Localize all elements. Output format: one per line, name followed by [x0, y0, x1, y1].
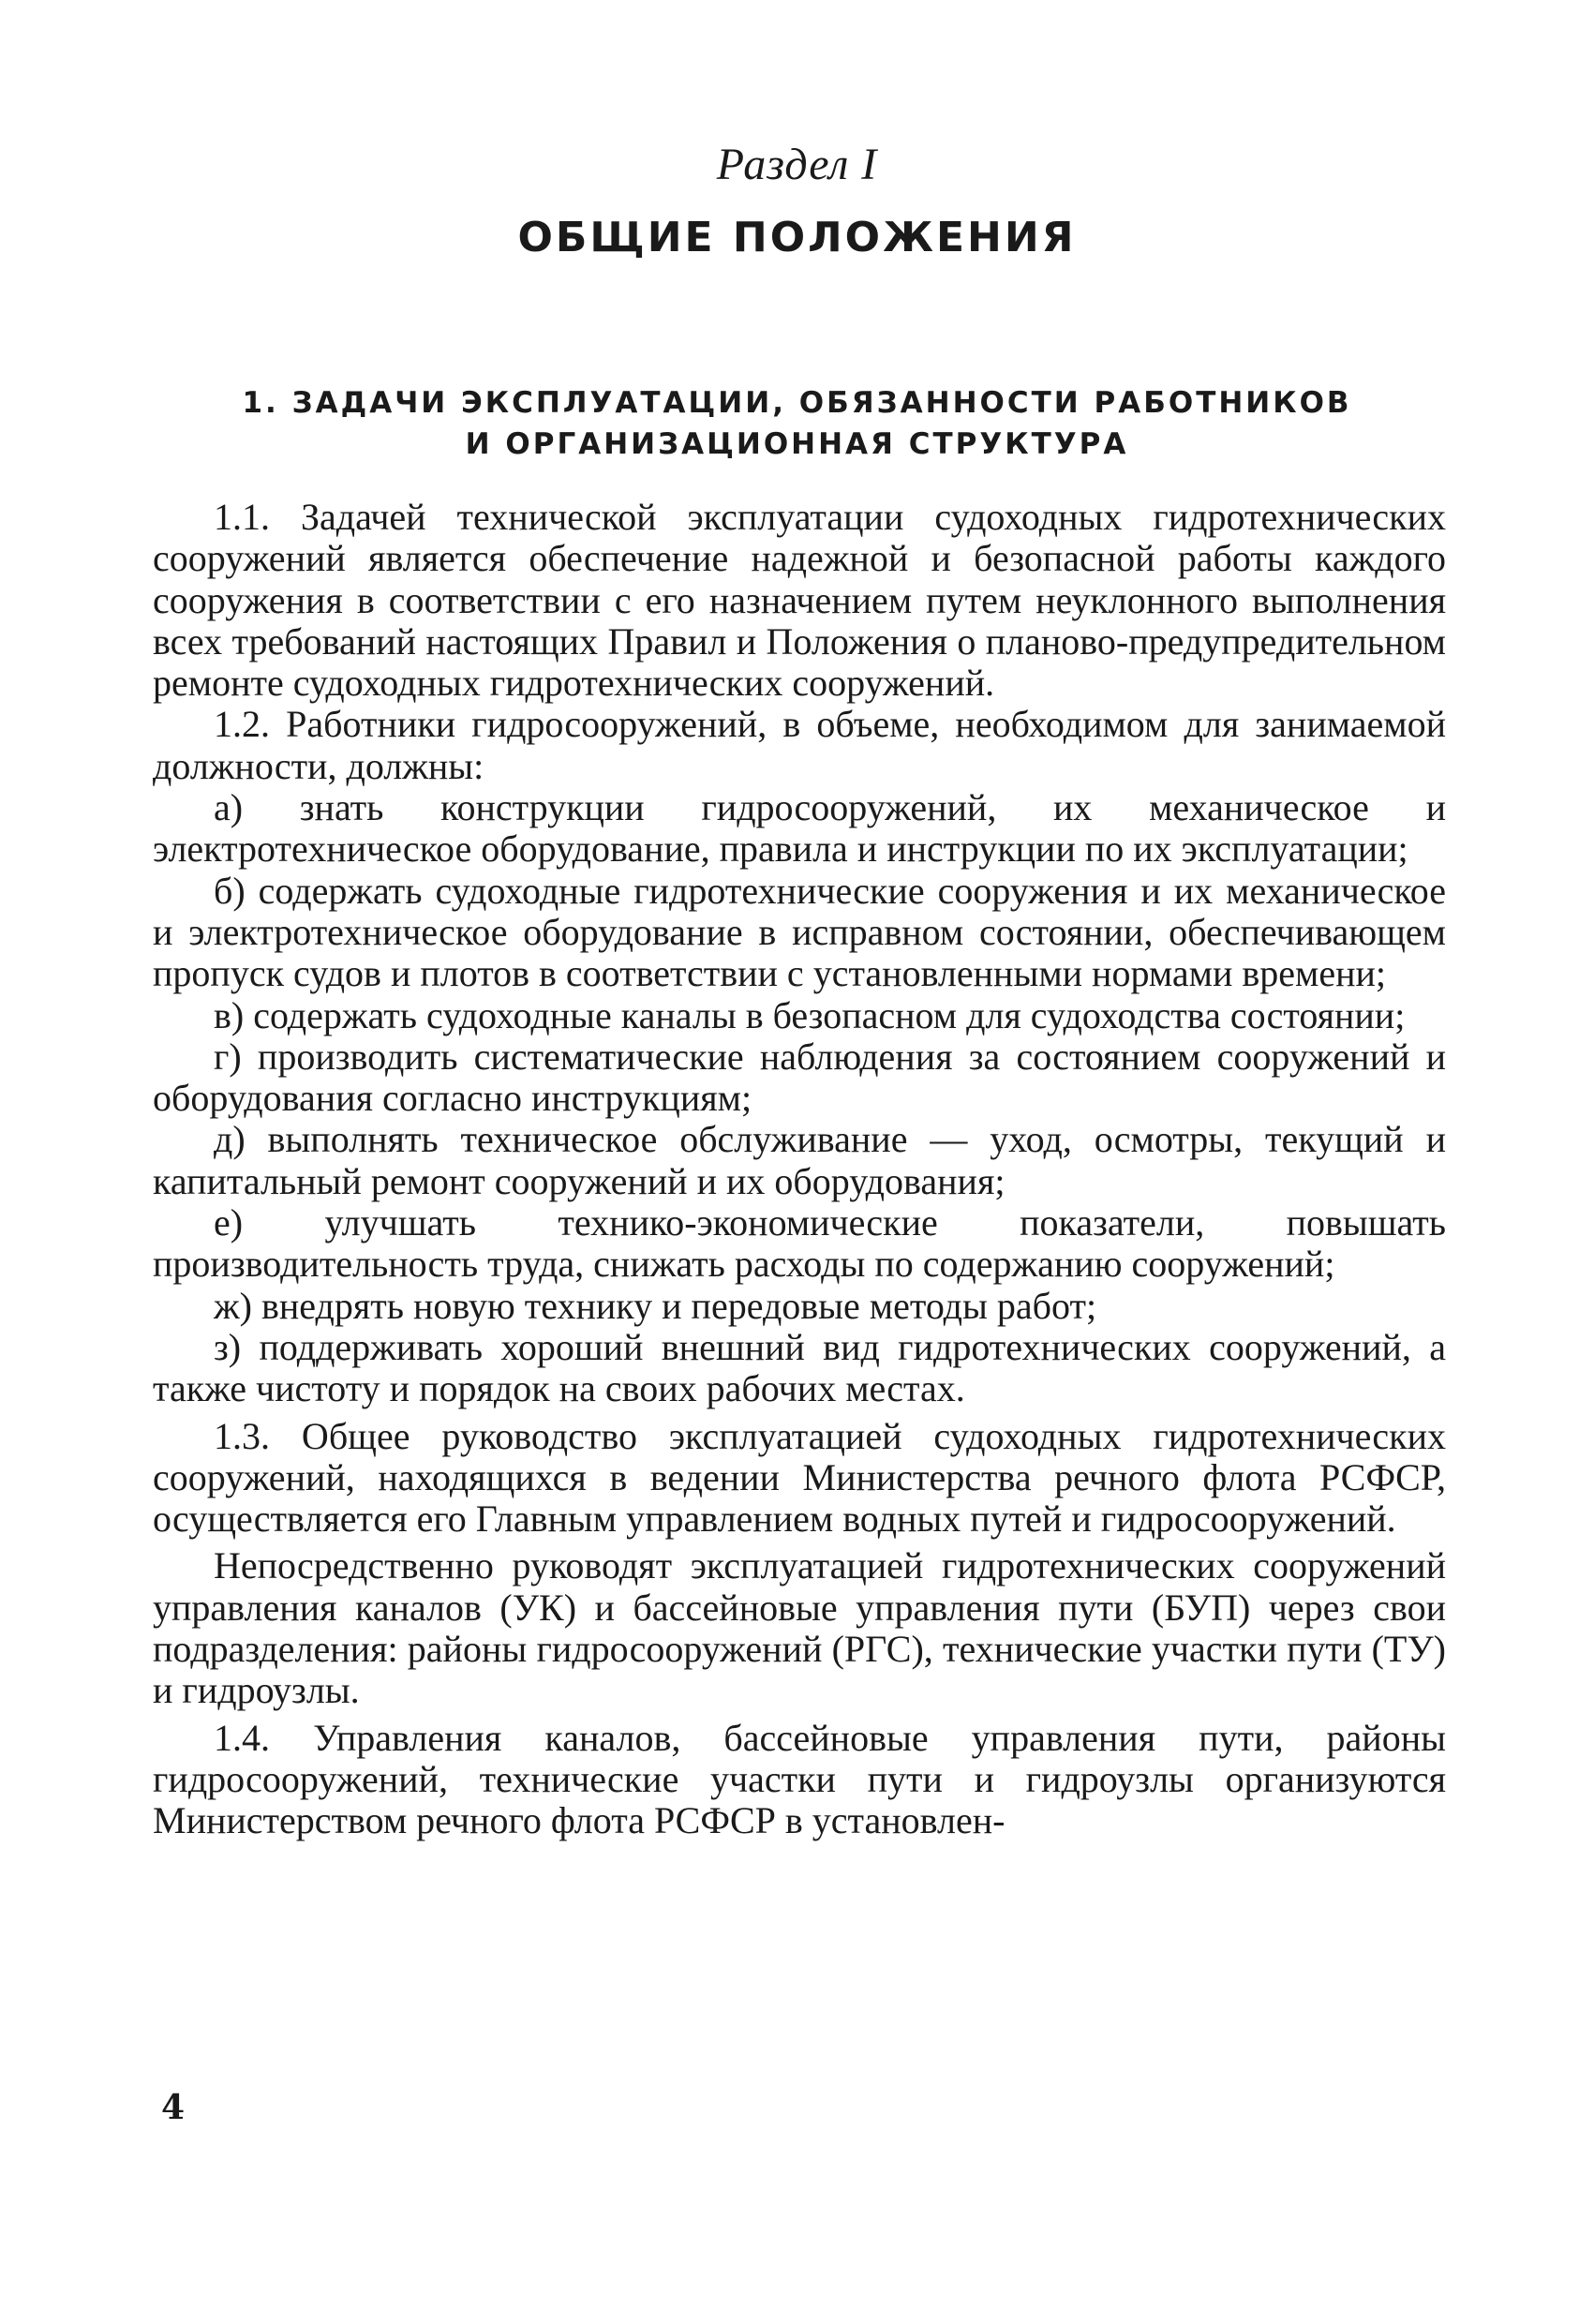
chapter-title — [0, 382, 1594, 465]
page-number: 4 — [161, 2088, 186, 2127]
list-item-g: г) производить систематические наблюдения за состоянием сооружений и оборудования согласно инструкциям; — [153, 1035, 1446, 1120]
paragraph-1-4: 1.4. Управления каналов, бассейновые управления пути, районы гидросооружений, технические участки пути и гидроузлы организуются Министерством речного флота РСФСР в установлен- — [153, 1716, 1446, 1842]
paragraph-1-3: 1.3. Общее руководство эксплуатацией судоходных гидротехнических сооружений, находящихся в ведении Министерства речного флота РСФСР, осуществляется его Главным управлением водных путей и гидросооружений. — [153, 1414, 1446, 1541]
section-title: ОБЩИЕ ПОЛОЖЕНИЯ — [517, 214, 1077, 261]
chapter-title-line-1: 1. ЗАДАЧИ ЭКСПЛУАТАЦИИ, ОБЯЗАННОСТИ РАБОТНИКОВ — [242, 386, 1352, 420]
chapter-title-line-2: И ОРГАНИЗАЦИОННАЯ СТРУКТУРА — [465, 427, 1129, 461]
paragraph-1-3-continued: Непосредственно руководят эксплуатацией гидротехнических сооружений управления каналов (УК) и бассейновые управления пути (БУП) через свои подразделения: районы гидросооружений (РГС), технические участки пути (ТУ) и гидроузлы. — [153, 1544, 1446, 1712]
list-item-z: з) поддерживать хороший внешний вид гидротехнических сооружений, а также чистоту и порядок на своих рабочих местах. — [153, 1325, 1446, 1410]
list-item-v: в) содержать судоходные каналы в безопасном для судоходства состоянии; — [214, 993, 1406, 1036]
list-item-zh: ж) внедрять новую технику и передовые методы работ; — [214, 1284, 1097, 1327]
list-item-e: е) улучшать технико-экономические показатели, повышать производительность труда, снижать расходы по содержанию сооружений; — [153, 1201, 1446, 1286]
list-item-b: б) содержать судоходные гидротехнические сооружения и их механическое и электротехническое оборудование в исправном состоянии, обеспечивающем пропуск судов и плотов в соответствии с установленными нормами времени; — [153, 869, 1446, 995]
body-text — [153, 497, 1446, 1842]
paragraph-1-2: 1.2. Работники гидросооружений, в объеме, необходимом для занимаемой должности, должны: — [153, 703, 1446, 787]
section-label: Раздел I — [716, 140, 878, 189]
paragraph-1-1: 1.1. Задачей технической эксплуатации судоходных гидротехнических сооружений является обеспечение надежной и безопасной работы каждого сооружения в соответствии с его назначением путем неуклонного выполнения всех требований настоящих Правил и Положения о планово-предупредительном ремонте судоходных гидротехнических сооружений. — [153, 496, 1446, 705]
list-item-d: д) выполнять техническое обслуживание — уход, осмотры, текущий и капитальный ремонт сооружений и их оборудования; — [153, 1118, 1446, 1202]
list-item-a: а) знать конструкции гидросооружений, их механическое и электротехническое оборудование, правила и инструкции по их эксплуатации; — [153, 786, 1446, 871]
